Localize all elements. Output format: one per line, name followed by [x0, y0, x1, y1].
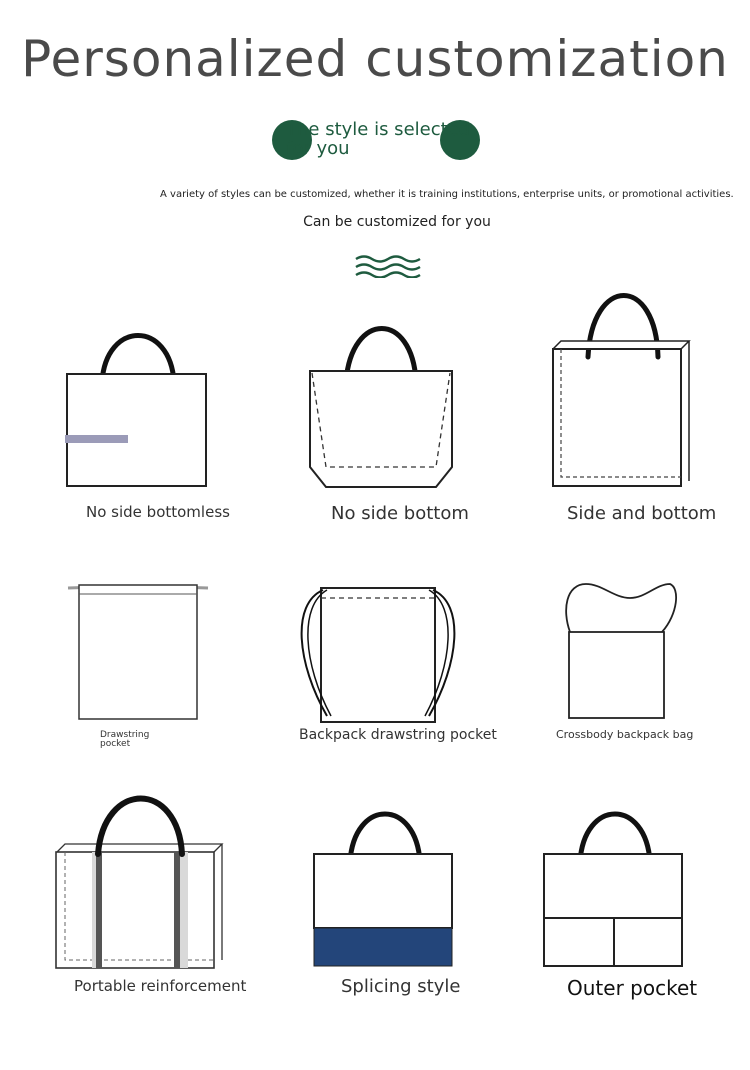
style-label-backpack-drawstring-pocket: Backpack drawstring pocket — [299, 727, 497, 743]
splicing-style-bag-icon — [310, 804, 458, 972]
subtitle-text: Can be customized for you — [303, 214, 491, 230]
description-text: A variety of styles can be customized, whether it is training institutions, enterprise units, or promotional activities. — [160, 189, 734, 200]
style-label-drawstring-pocket: Drawstring pocket — [100, 730, 150, 749]
style-label-no-side-bottom: No side bottom — [331, 503, 469, 524]
style-banner — [270, 118, 482, 164]
style-label-crossbody-backpack-bag: Crossbody backpack bag — [556, 728, 694, 741]
style-label-outer-pocket: Outer pocket — [567, 976, 698, 1000]
outer-pocket-bag-icon — [540, 804, 688, 972]
style-label-splicing-style: Splicing style — [341, 976, 461, 997]
page-title: Personalized customization — [21, 30, 729, 88]
side-and-bottom-bag-icon — [548, 285, 693, 490]
portable-reinforcement-bag-icon — [52, 788, 227, 973]
crossbody-backpack-bag-icon — [562, 580, 680, 722]
style-label-side-and-bottom: Side and bottom — [567, 503, 717, 524]
wave-divider-icon — [354, 254, 424, 278]
backpack-drawstring-pocket-icon — [295, 584, 467, 726]
no-side-bottom-bag-icon — [300, 315, 460, 495]
style-label-portable-reinforcement: Portable reinforcement — [74, 977, 247, 995]
banner-text: The style is selected for you — [286, 119, 471, 159]
drawstring-pocket-bag-icon — [64, 582, 214, 724]
no-side-bottomless-bag-icon — [60, 320, 215, 492]
style-label-no-side-bottomless: No side bottomless — [86, 503, 230, 521]
